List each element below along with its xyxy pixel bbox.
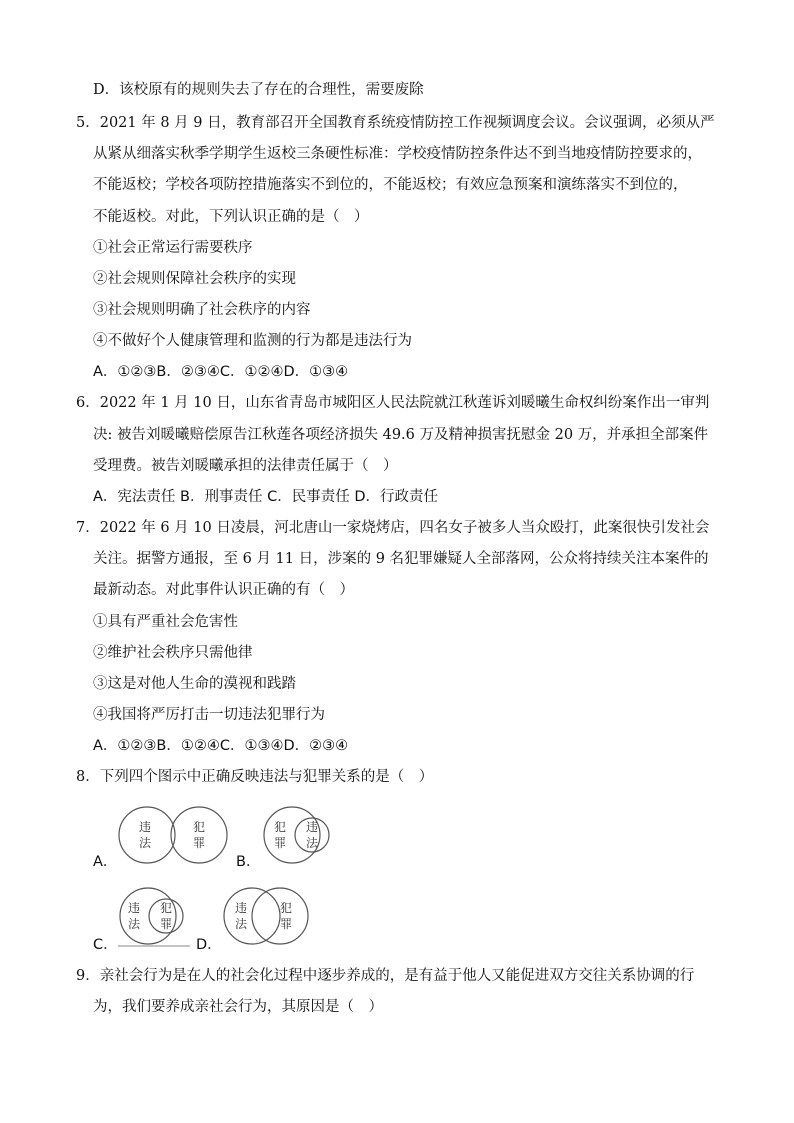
q7-item-1: ①具有严重社会危害性 [93, 614, 238, 630]
q5-stem-line-4: 不能返校。对此，下列认识正确的是（ ） [93, 209, 369, 225]
text-weifa-1: 违 [128, 901, 141, 915]
text-weifa-2: 法 [235, 917, 248, 931]
text-fanzui-2: 罪 [160, 917, 173, 931]
venn-diagram-a [117, 805, 229, 865]
q9-stem-line-2: 为，我们要养成亲社会行为，其原因是（ ） [93, 999, 383, 1015]
circle-weifa [119, 807, 175, 863]
q4-option-d: D．该校原有的规则失去了存在的合理性，需要废除 [93, 82, 424, 98]
q9-stem-line-1: 9．亲社会行为是在人的社会化过程中逐步养成的，是有益于他人又能促进双方交往关系协调的行 [76, 968, 695, 984]
q7-stem-line-1: 7．2022 年 6 月 10 日凌晨，河北唐山一家烧烤店，四名女子被多人当众殴打，此案很快引发社会 [76, 520, 710, 536]
circle-fanzui [264, 807, 320, 863]
q7-stem-line-3: 最新动态。对此事件认识正确的有（ ） [93, 582, 354, 598]
q6-stem-line-3: 受理费。被告刘暖曦承担的法律责任属于（ ） [93, 458, 398, 474]
q5-options: A．①②③B．②③④C．①②④D．①③④ [93, 364, 349, 380]
q7-item-3: ③这是对他人生命的漠视和践踏 [93, 676, 296, 692]
q5-item-3: ③社会规则明确了社会秩序的内容 [93, 302, 311, 318]
text-weifa-1: 违 [306, 820, 319, 834]
q7-stem-line-2: 关注。据警方通报，至 6 月 11 日，涉案的 9 名犯罪嫌疑人全部落网，公众将持续关注本案件的 [93, 551, 709, 567]
text-fanzui-1: 犯 [193, 820, 206, 834]
q5-item-1: ①社会正常运行需要秩序 [93, 240, 253, 256]
q6-options: A．宪法责任 B．刑事责任 C．民事责任 D．行政责任 [93, 489, 438, 505]
text-fanzui-1: 犯 [274, 820, 287, 834]
q7-item-2: ②维护社会秩序只需他律 [93, 645, 253, 661]
circle-fanzui [171, 807, 227, 863]
q8-stem: 8．下列四个图示中正确反映违法与犯罪关系的是（ ） [76, 769, 434, 785]
q5-stem-line-1: 5．2021 年 8 月 9 日，教育部召开全国教育系统疫情防控工作视频调度会议。会议强调，必须从严 [76, 115, 715, 131]
text-fanzui-2: 罪 [280, 917, 293, 931]
venn-diagram-c [118, 886, 190, 950]
q5-stem-line-2: 从紧从细落实秋季学期学生返校三条硬性标准：学校疫情防控条件达不到当地疫情防控要求的， [93, 146, 702, 162]
q7-item-4: ④我国将严厉打击一切违法犯罪行为 [93, 707, 325, 723]
text-weifa-2: 法 [306, 836, 319, 850]
circle-weifa [120, 888, 176, 944]
text-fanzui-1: 犯 [280, 901, 293, 915]
q8-label-a: A． [93, 854, 118, 870]
q5-item-4: ④不做好个人健康管理和监测的行为都是违法行为 [93, 333, 412, 349]
q7-options: A．①②③B．①②④C．①③④D．②③④ [93, 738, 349, 754]
text-weifa-2: 法 [128, 917, 141, 931]
text-weifa-1: 违 [139, 820, 152, 834]
text-fanzui-2: 罪 [193, 836, 206, 850]
q8-label-b: B． [236, 854, 261, 870]
q8-label-d: D． [196, 937, 222, 953]
q6-stem-line-2: 决: 被告刘暖曦赔偿原告江秋莲各项经济损失 49.6 万及精神损害抚慰金 20 万，并承担全部案件 [93, 427, 709, 443]
text-fanzui-2: 罪 [274, 836, 287, 850]
text-weifa-2: 法 [139, 836, 152, 850]
q6-stem-line-1: 6．2022 年 1 月 10 日，山东省青岛市城阳区人民法院就江秋莲诉刘暖曦生命权纠纷案作出一审判 [76, 395, 710, 411]
q5-item-2: ②社会规则保障社会秩序的实现 [93, 271, 296, 287]
q8-label-c: C． [93, 937, 118, 953]
text-fanzui-1: 犯 [160, 901, 173, 915]
q5-stem-line-3: 不能返校；学校各项防控措施落实不到位的，不能返校；有效应急预案和演练落实不到位的， [93, 177, 688, 193]
venn-diagram-b [262, 805, 334, 865]
venn-diagram-d [222, 886, 312, 946]
text-weifa-1: 违 [235, 901, 248, 915]
